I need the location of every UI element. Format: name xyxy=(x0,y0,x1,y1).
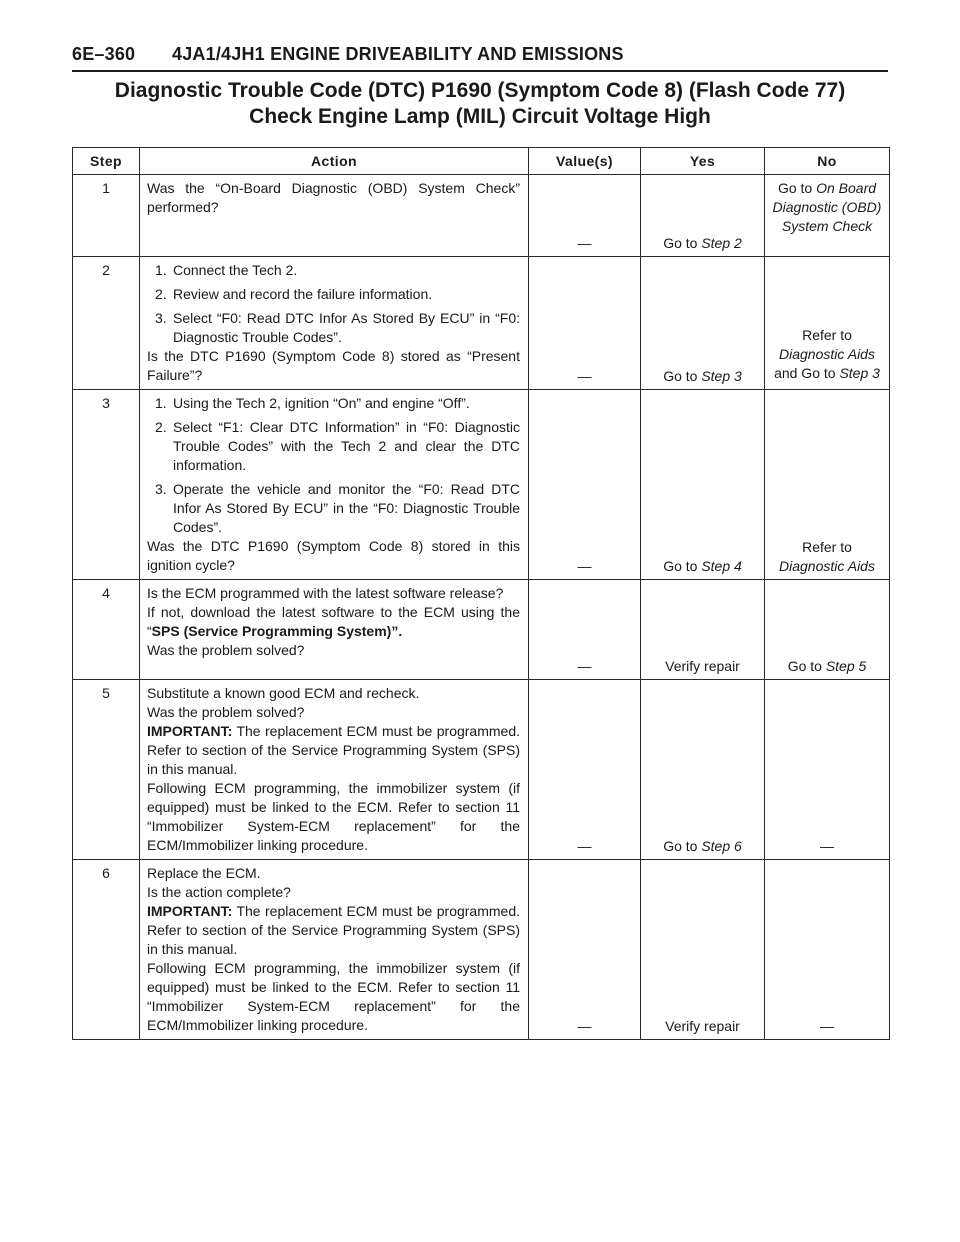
yes-cell xyxy=(641,680,765,860)
step-link[interactable]: Step 5 xyxy=(825,658,867,674)
step-number: 6 xyxy=(73,860,140,1040)
table-row xyxy=(73,175,890,257)
yes-cell: Verify repair xyxy=(641,860,765,1040)
yes-prefix: Go to xyxy=(663,235,702,251)
substep xyxy=(147,309,520,347)
step-number: 1 xyxy=(73,175,140,257)
action-cell xyxy=(140,257,529,390)
column-header-values: Value(s) xyxy=(529,148,641,175)
substep xyxy=(147,394,520,413)
value-cell: — xyxy=(529,860,641,1040)
value-cell: — xyxy=(529,390,641,580)
substep-number: 2. xyxy=(155,419,167,435)
substep-number: 1. xyxy=(155,395,167,411)
column-header-yes: Yes xyxy=(641,148,765,175)
document-title xyxy=(72,78,888,130)
table-row xyxy=(73,390,890,580)
important-note xyxy=(147,902,520,959)
no-prefix: Go to xyxy=(777,180,817,196)
no-cell xyxy=(765,390,890,580)
substep xyxy=(147,418,520,475)
action-line xyxy=(147,603,520,641)
question-text: Is the DTC P1690 (Symptom Code 8) stored as “Present Failure”? xyxy=(147,348,520,383)
column-header-action: Action xyxy=(140,148,529,175)
running-head xyxy=(72,44,888,65)
substep-text: Connect the Tech 2. xyxy=(173,262,298,278)
no-cell: — xyxy=(765,680,890,860)
no-cell xyxy=(765,257,890,390)
action-line: Replace the ECM. xyxy=(147,865,261,881)
substep-number: 2. xyxy=(155,286,167,302)
section-title: 4JA1/4JH1 ENGINE DRIVEABILITY AND EMISSIONS xyxy=(172,44,624,64)
yes-prefix: Go to xyxy=(663,368,702,384)
page-number: 6E–360 xyxy=(72,44,136,64)
step-number: 4 xyxy=(73,580,140,680)
no-refer-text: Refer to xyxy=(802,327,852,343)
question-text: Was the DTC P1690 (Symptom Code 8) stored in this ignition cycle? xyxy=(147,538,520,573)
step-link[interactable]: Step 3 xyxy=(701,368,742,384)
diagnostic-table xyxy=(72,147,890,1040)
substep-text: Review and record the failure information. xyxy=(173,286,433,302)
yes-cell: Verify repair xyxy=(641,580,765,680)
important-note xyxy=(147,722,520,779)
substep-number: 3. xyxy=(155,310,167,326)
substep-number: 3. xyxy=(155,481,167,497)
question-text: Was the problem solved? xyxy=(147,642,305,658)
action-cell xyxy=(140,680,529,860)
column-header-no: No xyxy=(765,148,890,175)
step-number: 3 xyxy=(73,390,140,580)
yes-prefix: Go to xyxy=(663,838,702,854)
important-text: The replacement ECM must be programmed. Refer to section of the Service Programming System (SPS) in this manual. xyxy=(147,903,520,957)
yes-cell xyxy=(641,390,765,580)
important-text: The replacement ECM must be programmed. Refer to section of the Service Programming System (SPS) in this manual. xyxy=(147,723,520,777)
value-cell: — xyxy=(529,257,641,390)
table-row xyxy=(73,580,890,680)
substep xyxy=(147,261,520,280)
value-cell: — xyxy=(529,580,641,680)
sps-prefix: If not, download the latest software to the ECM using the “ xyxy=(147,604,520,639)
action-cell xyxy=(140,175,529,257)
substep-text: Operate the vehicle and monitor the “F0: Read DTC Infor As Stored By ECU” in the “F0: Diagnostic Trouble Codes”. xyxy=(173,481,520,535)
action-cell xyxy=(140,390,529,580)
no-cell xyxy=(765,175,890,257)
table-header-row xyxy=(73,148,890,175)
table-row xyxy=(73,257,890,390)
important-label: IMPORTANT: xyxy=(147,723,233,739)
step-link[interactable]: Step 6 xyxy=(701,838,742,854)
step-number: 5 xyxy=(73,680,140,860)
following-note: Following ECM programming, the immobilizer system (if equipped) must be linked to the ECM. Refer to section 11 “Immobilizer System-ECM replacement” for the ECM/Immobilizer linking procedure. xyxy=(147,960,520,1033)
step-link[interactable]: Step 4 xyxy=(701,558,742,574)
question-text: Was the problem solved? xyxy=(147,704,305,720)
no-refer-text: Refer to xyxy=(802,539,852,555)
header-rule xyxy=(72,70,888,72)
following-note: Following ECM programming, the immobilizer system (if equipped) must be linked to the ECM. Refer to section 11 “Immobilizer System-ECM replacement” for the ECM/Immobilizer linking procedure. xyxy=(147,780,520,853)
obd-check-link[interactable]: On Board Diagnostic (OBD) System Check xyxy=(772,180,882,234)
title-line-2: Check Engine Lamp (MIL) Circuit Voltage High xyxy=(249,105,711,128)
substep-text: Select “F0: Read DTC Infor As Stored By ECU” in “F0: Diagnostic Trouble Codes”. xyxy=(173,310,520,345)
action-cell xyxy=(140,860,529,1040)
no-mid-text: and Go to xyxy=(774,365,840,381)
column-header-step: Step xyxy=(73,148,140,175)
sps-emphasis: SPS (Service Programming System)”. xyxy=(151,623,403,639)
action-cell xyxy=(140,580,529,680)
title-line-1: Diagnostic Trouble Code (DTC) P1690 (Symptom Code 8) (Flash Code 77) xyxy=(114,79,846,102)
question-text: Is the action complete? xyxy=(147,884,291,900)
yes-prefix: Go to xyxy=(663,558,702,574)
action-line: Substitute a known good ECM and recheck. xyxy=(147,685,420,701)
no-prefix: Go to xyxy=(787,658,826,674)
step-link[interactable]: Step 3 xyxy=(839,365,880,381)
table-row xyxy=(73,680,890,860)
table-row xyxy=(73,860,890,1040)
action-line: Is the ECM programmed with the latest software release? xyxy=(147,585,504,601)
step-number: 2 xyxy=(73,257,140,390)
substep xyxy=(147,480,520,537)
important-label: IMPORTANT: xyxy=(147,903,233,919)
yes-cell xyxy=(641,257,765,390)
substep-text: Select “F1: Clear DTC Information” in “F0: Diagnostic Trouble Codes” with the Tech 2 and clear the DTC information. xyxy=(173,419,520,473)
diagnostic-aids-link[interactable]: Diagnostic Aids xyxy=(779,558,875,574)
action-text: Was the “On-Board Diagnostic (OBD) System Check” performed? xyxy=(147,180,520,215)
no-cell xyxy=(765,580,890,680)
diagnostic-aids-link[interactable]: Diagnostic Aids xyxy=(779,346,875,362)
no-cell: — xyxy=(765,860,890,1040)
step-link[interactable]: Step 2 xyxy=(701,235,742,251)
substep-list xyxy=(147,261,520,347)
substep-text: Using the Tech 2, ignition “On” and engine “Off”. xyxy=(173,395,470,411)
substep xyxy=(147,285,520,304)
yes-cell xyxy=(641,175,765,257)
value-cell: — xyxy=(529,175,641,257)
substep-list xyxy=(147,394,520,537)
value-cell: — xyxy=(529,680,641,860)
substep-number: 1. xyxy=(155,262,167,278)
